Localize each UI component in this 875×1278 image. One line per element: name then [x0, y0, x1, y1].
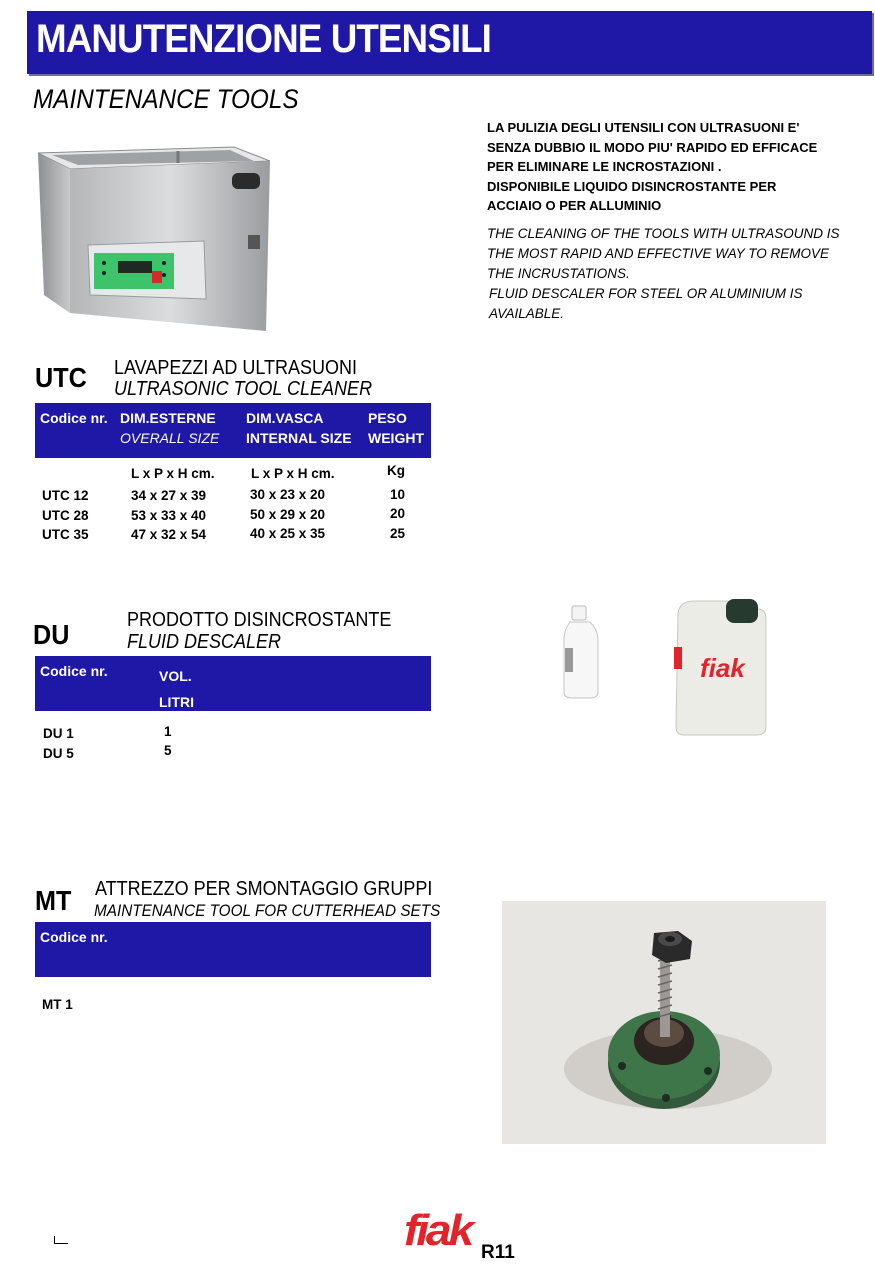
col-int-it: DIM.VASCA	[246, 410, 324, 426]
row-int: 50 x 29 x 20	[250, 507, 326, 522]
unit-weight: Kg	[387, 463, 405, 478]
col-int-en: INTERNAL SIZE	[246, 430, 352, 446]
mt-title-en: MAINTENANCE TOOL FOR CUTTERHEAD SETS	[94, 901, 441, 920]
col-code: Codice nr.	[40, 663, 108, 679]
descaler-canister-image	[668, 595, 772, 740]
intro-en-line: THE MOST RAPID AND EFFECTIVE WAY TO REMOVE	[487, 246, 830, 261]
intro-text-en	[487, 224, 857, 324]
intro-it-line: DISPONIBILE LIQUIDO DISINCROSTANTE PER	[487, 178, 777, 194]
row-ext: 53 x 33 x 40	[131, 508, 207, 523]
row-weight: 25	[390, 526, 406, 541]
unit-ext: L x P x H cm.	[131, 466, 215, 481]
col-vol: VOL.	[159, 668, 192, 684]
intro-en-line: AVAILABLE.	[489, 306, 565, 321]
col-ext-en: OVERALL SIZE	[120, 430, 220, 446]
row-int: 40 x 25 x 35	[250, 526, 326, 541]
page-subtitle: MAINTENANCE TOOLS	[33, 84, 299, 114]
intro-it-line: PER ELIMINARE LE INCROSTAZIONI .	[487, 159, 722, 174]
canister-logo: fiak	[700, 653, 745, 683]
intro-it-line: SENZA DUBBIO IL MODO PIU' RAPIDO ED EFFICACE	[487, 139, 818, 155]
corner-mark	[54, 1236, 68, 1244]
row-code: DU 1	[43, 726, 74, 741]
col-litri: LITRI	[159, 694, 194, 710]
intro-en-line: THE INCRUSTATIONS.	[487, 266, 630, 281]
intro-en-line: THE CLEANING OF THE TOOLS WITH ULTRASOUND IS	[487, 226, 840, 241]
row-vol: 5	[164, 743, 172, 758]
mt-table-header	[35, 922, 431, 977]
utc-table-header	[35, 403, 431, 458]
intro-it-line: ACCIAIO O PER ALLUMINIO	[487, 198, 662, 213]
row-weight: 20	[390, 506, 406, 521]
du-code: DU	[33, 619, 70, 650]
mt-title-it: ATTREZZO PER SMONTAGGIO GRUPPI	[95, 878, 433, 900]
fiak-logo: fiak	[404, 1206, 472, 1255]
col-code: Codice nr.	[40, 410, 108, 426]
du-title-en: FLUID DESCALER	[127, 631, 282, 653]
mt-code: MT	[35, 885, 72, 916]
ultrasonic-cleaner-image	[34, 135, 274, 335]
col-weight-en: WEIGHT	[368, 430, 424, 446]
descaler-bottle-image	[556, 600, 606, 702]
utc-code: UTC	[35, 362, 87, 393]
du-table-header	[35, 656, 431, 711]
utc-title-it: LAVAPEZZI AD ULTRASUONI	[114, 357, 358, 379]
col-ext-it: DIM.ESTERNE	[120, 410, 216, 426]
unit-int: L x P x H cm.	[251, 466, 335, 481]
col-code: Codice nr.	[40, 929, 108, 945]
intro-text-it	[487, 118, 857, 216]
row-code: UTC 35	[42, 527, 89, 542]
maintenance-tool-image	[502, 901, 826, 1144]
du-title-it: PRODOTTO DISINCROSTANTE	[127, 609, 392, 631]
page-title: MANUTENZIONE UTENSILI	[36, 17, 491, 61]
row-vol: 1	[164, 724, 172, 739]
intro-en-line: FLUID DESCALER FOR STEEL OR ALUMINIUM IS	[489, 286, 803, 301]
row-ext: 47 x 32 x 54	[131, 527, 207, 542]
utc-title-en: ULTRASONIC TOOL CLEANER	[114, 378, 373, 400]
row-weight: 10	[390, 487, 406, 502]
row-ext: 34 x 27 x 39	[131, 488, 207, 503]
row-code: MT 1	[42, 997, 73, 1012]
row-code: UTC 28	[42, 508, 89, 523]
row-code: UTC 12	[42, 488, 89, 503]
row-code: DU 5	[43, 746, 74, 761]
row-int: 30 x 23 x 20	[250, 487, 326, 502]
col-weight-it: PESO	[368, 410, 407, 426]
intro-it-line: LA PULIZIA DEGLI UTENSILI CON ULTRASUONI E'	[487, 120, 800, 135]
page-number: R11	[481, 1242, 515, 1263]
